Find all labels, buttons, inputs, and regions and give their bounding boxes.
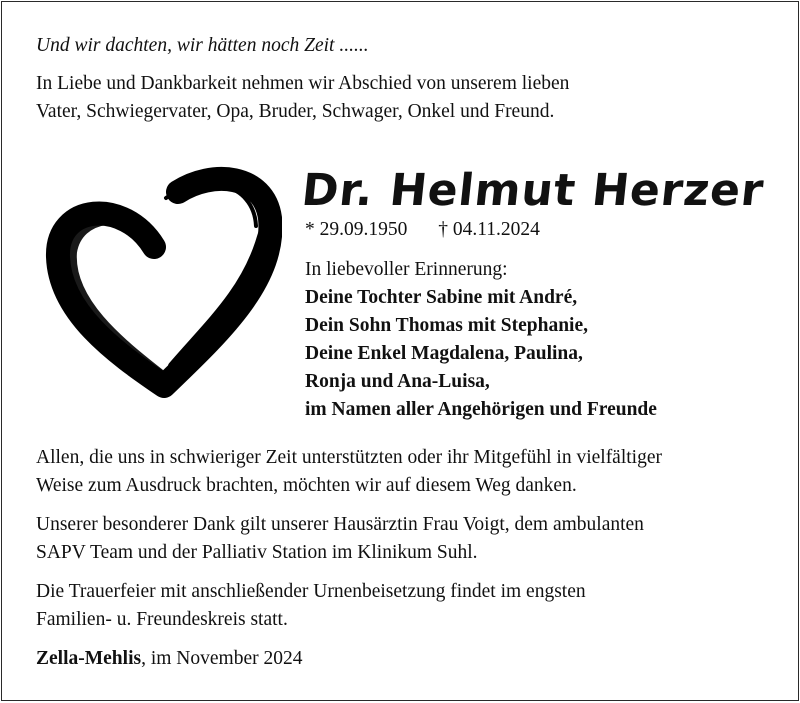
mourners-block [305, 256, 657, 424]
memory-intro: In liebevoller Erinnerung: [305, 259, 508, 280]
funeral-line: Die Trauerfeier mit anschließender Urnenbeisetzung findet im engsten [36, 581, 586, 602]
heart-brushstroke-icon [32, 152, 282, 412]
death-date: † 04.11.2024 [438, 219, 540, 240]
special-thanks-line: SAPV Team und der Palliativ Station im Klinikum Suhl. [36, 542, 478, 563]
funeral-line: Familien- u. Freundeskreis statt. [36, 609, 288, 630]
thanks-paragraph [36, 444, 662, 500]
motto: Und wir dachten, wir hätten noch Zeit ...... [36, 35, 369, 56]
special-thanks-line: Unserer besonderer Dank gilt unserer Hausärztin Frau Voigt, dem ambulanten [36, 514, 644, 535]
deceased-name: Dr. Helmut Herzer [299, 165, 767, 216]
intro-text [36, 70, 569, 126]
mourner-line: Ronja und Ana-Luisa, [305, 371, 490, 392]
intro-line: In Liebe und Dankbarkeit nehmen wir Abschied von unserem lieben [36, 73, 570, 94]
special-thanks-paragraph [36, 511, 644, 567]
thanks-line: Allen, die uns in schwieriger Zeit unterstützten oder ihr Mitgefühl in vielfältiger [36, 447, 662, 468]
birth-date: * 29.09.1950 [305, 219, 408, 240]
mourner-line: Deine Enkel Magdalena, Paulina, [305, 343, 583, 364]
obituary-notice [1, 1, 799, 701]
funeral-paragraph [36, 578, 586, 634]
place-month: , im November 2024 [141, 648, 303, 669]
place-name: Zella-Mehlis [36, 648, 142, 669]
mourner-line: Dein Sohn Thomas mit Stephanie, [305, 315, 588, 336]
mourner-line: Deine Tochter Sabine mit André, [305, 287, 578, 308]
place-date [36, 645, 302, 673]
life-dates [305, 216, 540, 244]
mourner-line: im Namen aller Angehörigen und Freunde [305, 399, 657, 420]
thanks-line: Weise zum Ausdruck brachten, möchten wir auf diesem Weg danken. [36, 475, 577, 496]
intro-line: Vater, Schwiegervater, Opa, Bruder, Schwager, Onkel und Freund. [36, 101, 555, 122]
